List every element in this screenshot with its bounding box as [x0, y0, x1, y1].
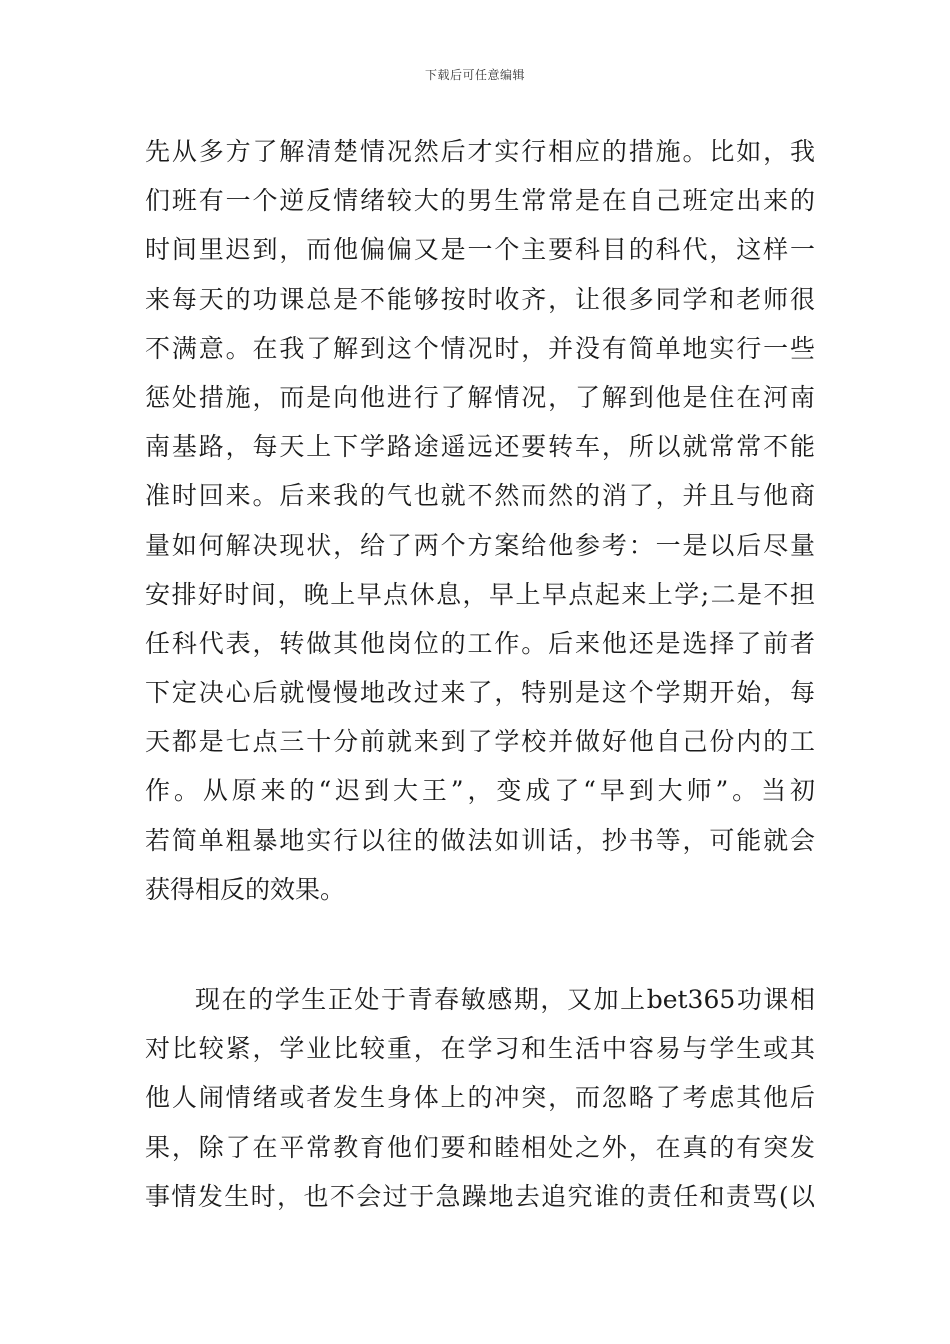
text-line: 安排好时间，晚上早点休息，早上早点起来上学;二是不担 [145, 579, 815, 609]
paragraph-2 [145, 975, 815, 1221]
page-header: 下载后可任意编辑 [424, 68, 525, 82]
paragraph-1 [145, 127, 815, 914]
text-line: 南基路，每天上下学路途遥远还要转车，所以就常常不能 [145, 432, 815, 462]
text-line: 不满意。在我了解到这个情况时，并没有简单地实行一些 [145, 333, 815, 363]
text-line: 任科代表，转做其他岗位的工作。后来他还是选择了前者 [145, 628, 815, 658]
text-line: 先从多方了解清楚情况然后才实行相应的措施。比如，我 [145, 137, 815, 166]
text-line: 们班有一个逆反情绪较大的男生常常是在自己班定出来的 [145, 186, 815, 216]
text-line: 来每天的功课总是不能够按时收齐，让很多同学和老师很 [145, 284, 815, 314]
text-line: 天都是七点三十分前就来到了学校并做好他自己份内的工 [145, 727, 815, 757]
text-line: 对比较紧，学业比较重，在学习和生活中容易与学生或其 [145, 1034, 815, 1064]
text-line: 准时回来。后来我的气也就不然而然的消了，并且与他商 [145, 481, 815, 511]
text-line: 他人闹情绪或者发生身体上的冲突，而忽略了考虑其他后 [145, 1083, 815, 1113]
text-line: 果，除了在平常教育他们要和睦相处之外，在真的有突发 [145, 1132, 815, 1162]
text-line: 下定决心后就慢慢地改过来了，特别是这个学期开始，每 [145, 678, 815, 708]
text-line: 事情发生时，也不会过于急躁地去追究谁的责任和责骂(以 [145, 1181, 815, 1211]
text-line: 量如何解决现状，给了两个方案给他参考：一是以后尽量 [145, 530, 815, 560]
text-line: 时间里迟到，而他偏偏又是一个主要科目的科代，这样一 [145, 235, 815, 265]
text-line: 惩处措施，而是向他进行了解情况，了解到他是住在河南 [145, 382, 815, 412]
text-line: 获得相反的效果。 [145, 874, 346, 904]
text-line: 若简单粗暴地实行以往的做法如训话，抄书等，可能就会 [145, 825, 815, 855]
text-line: 现在的学生正处于青春敏感期，又加上bet365功课相 [195, 985, 815, 1014]
text-line: 作。从原来的“迟到大王”，变成了“早到大师”。当初 [145, 776, 815, 806]
